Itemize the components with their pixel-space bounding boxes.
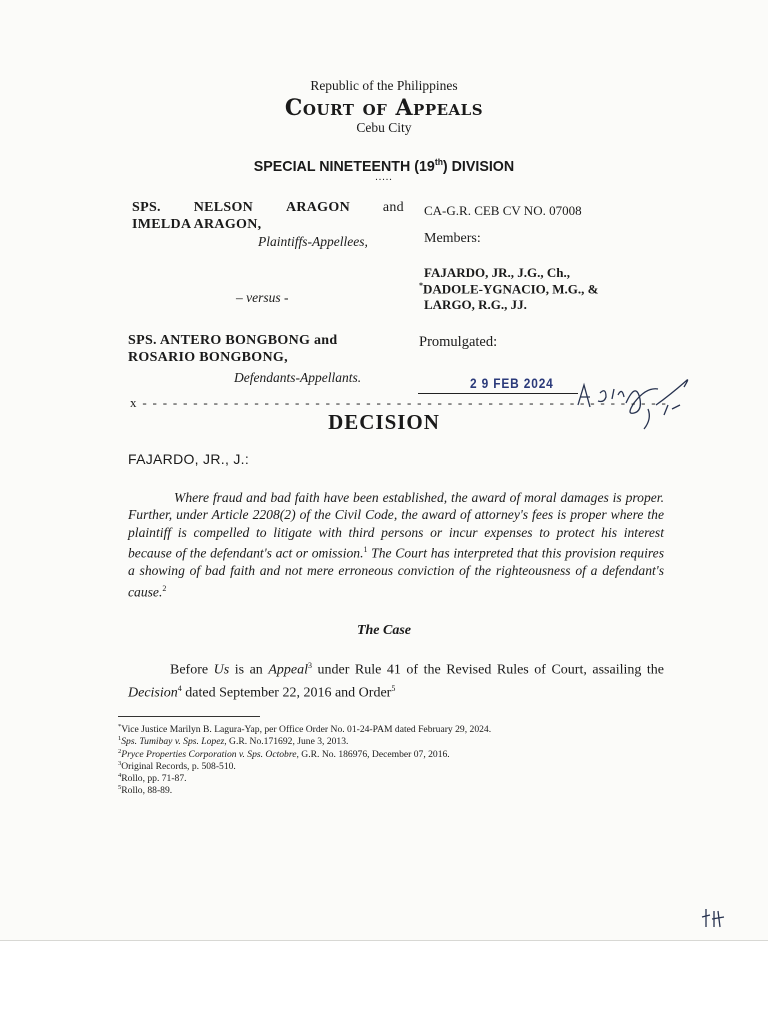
plaintiffs-word-nelson: NELSON <box>193 200 254 215</box>
versus-label: – versus - <box>236 290 289 305</box>
members-label: Members: <box>424 231 481 246</box>
defendants-line-2: ROSARIO BONGBONG, <box>128 350 288 365</box>
footnote-mark: * <box>118 723 122 730</box>
members-line-1 <box>424 265 570 281</box>
handwritten-initials <box>700 905 730 931</box>
case-text-d: dated September 22, 2016 and Order <box>181 685 392 701</box>
footnote-mark: 5 <box>118 784 122 791</box>
footnote-text: Rollo, 88-89. <box>121 785 173 797</box>
footnote-ref-2: 2 <box>162 583 167 593</box>
plaintiffs-word-aragon: ARAGON <box>285 200 350 215</box>
members-line-2 <box>419 281 599 297</box>
footnote-text: , G.R. No.171692, June 3, 2013. <box>224 736 349 748</box>
footnote-ref-1: 1 <box>363 545 368 555</box>
case-text-us: Us <box>213 662 230 678</box>
footnote-mark: 2 <box>118 748 122 755</box>
defendants-line-1: SPS. ANTERO BONGBONG and <box>128 333 338 348</box>
footnote-ref-5: 5 <box>391 684 396 694</box>
members-line-3: LARGO, R.G., JJ. <box>424 297 527 312</box>
case-text-b: is an <box>229 662 269 678</box>
promulgated-label: Promulgated: <box>419 334 498 350</box>
division-prefix: SPECIAL NINETEENTH (19 <box>253 158 435 175</box>
footnote-text: , G.R. No. 186976, December 07, 2016. <box>296 749 450 761</box>
footnote-item <box>118 723 491 735</box>
footnote-item <box>118 760 236 772</box>
case-paragraph <box>128 657 664 703</box>
members-asterisk: * <box>419 281 423 290</box>
separator-line: x - - - - - - - - - - - - - - - - - - - - - - - - - - - - - - - - - - - - - - - - - - - - - - - - - - - - <box>130 395 668 410</box>
footnote-ref-3: 3 <box>307 661 312 670</box>
members-line-1-text: FAJARDO, JR., J.G., Ch., <box>424 265 571 280</box>
promulgated-underline <box>418 393 578 394</box>
footnote-item <box>118 772 187 784</box>
footnote-text: Vice Justice Marilyn B. Lagura-Yap, per Office Order No. 01-24-PAM dated February 29, 2024. <box>121 724 492 736</box>
plaintiffs-word-and: and <box>382 200 404 215</box>
opening-text-b: The Court has interpreted that this provision requires a showing of bad faith and not mere erroneous conviction of the righteousness of a defendant's cause. <box>128 545 664 600</box>
case-number: CA-G.R. CEB CV NO. 07008 <box>424 203 582 218</box>
footnote-case-name: Pryce Properties Corporation v. Sps. Octobre <box>121 749 297 761</box>
case-text-appeal: Appeal <box>268 662 308 678</box>
footnote-mark: 3 <box>118 760 122 767</box>
court-name: Court of Appeals <box>284 95 484 121</box>
case-text-c: under Rule 41 of the Revised Rules of Court, assailing the <box>311 662 664 678</box>
plaintiffs-line-1 <box>132 200 404 216</box>
division-dots: ..... <box>375 172 393 183</box>
footnote-mark: 1 <box>118 735 122 742</box>
republic-line: Republic of the Philippines <box>310 78 458 93</box>
footnote-item <box>118 735 348 747</box>
footnote-ref-4: 4 <box>177 684 182 694</box>
case-text-a: Before <box>170 662 214 678</box>
division-suffix: ) DIVISION <box>442 158 515 175</box>
footnote-item <box>118 748 450 760</box>
footnote-text: Rollo, pp. 71-87. <box>121 773 187 785</box>
division-sup: th <box>434 157 443 167</box>
plaintiffs-word-sps: SPS. <box>132 200 161 215</box>
footnote-mark: 4 <box>118 772 122 779</box>
members-line-2-text: DADOLE-YGNACIO, M.G., & <box>423 281 599 297</box>
promulgated-date-stamp: 2 9 FEB 2024 <box>470 375 554 391</box>
defendants-role: Defendants-Appellants. <box>234 370 362 385</box>
opening-paragraph <box>128 489 664 601</box>
court-city: Cebu City <box>356 120 412 135</box>
decision-title: DECISION <box>328 410 440 434</box>
plaintiffs-line-2: IMELDA ARAGON, <box>132 217 262 232</box>
footnote-divider <box>118 716 260 717</box>
plaintiffs-role: Plaintiffs-Appellees, <box>258 234 368 249</box>
section-heading-the-case: The Case <box>356 623 412 638</box>
ponente-line: FAJARDO, JR., J.: <box>128 451 250 467</box>
opening-text-a: Where fraud and bad faith have been established, the award of moral damages is proper. Further, under Article 2208(2) of the Civil Code, the award of attorney's fees is proper where the plaintiff is compelled to litigate with third persons or incur expenses to protect his interest because of the defendant's act or omission. <box>128 490 664 561</box>
footnote-item <box>118 784 172 796</box>
case-text-decision: Decision <box>128 685 178 701</box>
footnote-text: Original Records, p. 508-510. <box>121 761 236 773</box>
footnote-case-name: Sps. Tumibay v. Sps. Lopez <box>121 736 225 748</box>
